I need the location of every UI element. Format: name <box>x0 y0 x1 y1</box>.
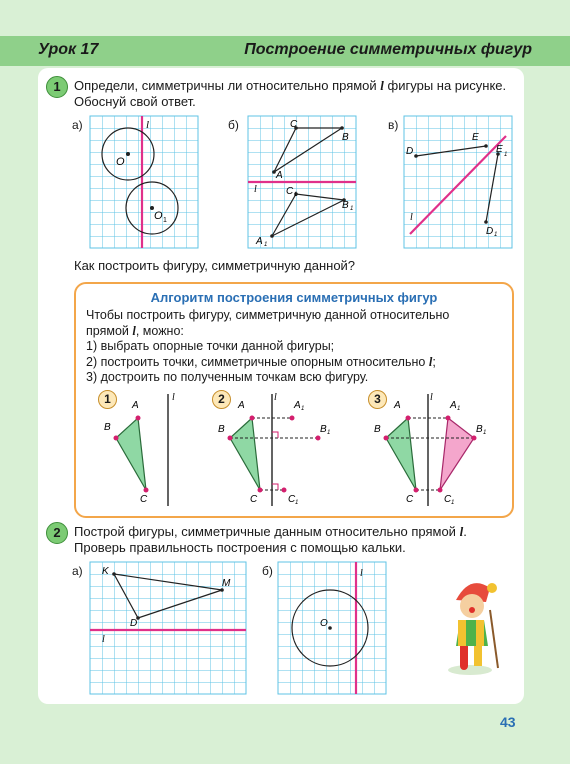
svg-text:A: A <box>450 400 457 411</box>
algorithm-step-1: 1) выбрать опорные точки данной фигуры; <box>86 339 335 353</box>
task-1-question: Как построить фигуру, симметричную данной? <box>74 258 356 273</box>
svg-text:B: B <box>342 132 349 143</box>
svg-text:1: 1 <box>451 500 455 506</box>
svg-text:C: C <box>406 494 414 505</box>
algorithm-step-3: 3) достроить по полученным точкам всю фигуру. <box>86 370 369 384</box>
svg-text:B: B <box>218 424 225 435</box>
algorithm-intro-a: Чтобы построить фигуру, симметричную данной относительно <box>86 308 450 322</box>
task-2-line1b: . <box>463 524 467 539</box>
lesson-header <box>0 36 570 66</box>
task-1-badge: 1 <box>46 76 68 98</box>
svg-text:1: 1 <box>295 500 299 506</box>
step-3-drawing <box>370 390 500 510</box>
svg-text:1: 1 <box>457 406 461 412</box>
svg-text:l: l <box>102 634 105 645</box>
algorithm-intro-symbol: l <box>132 323 136 338</box>
svg-text:O: O <box>320 618 328 629</box>
svg-text:1: 1 <box>494 232 498 238</box>
task-1-line1b: фигуры на рисунке. <box>383 78 507 93</box>
task-2-line2: Проверь правильность построения с помощью кальки. <box>74 540 406 555</box>
svg-text:O: O <box>116 156 125 168</box>
svg-text:C: C <box>288 494 296 505</box>
top-band <box>0 0 570 36</box>
step-1-drawing <box>100 390 190 510</box>
task2-fig-a-label: а) <box>72 564 83 578</box>
svg-text:B: B <box>342 200 349 211</box>
svg-text:A: A <box>294 400 301 411</box>
svg-text:A: A <box>132 400 139 411</box>
task2-fig-b-label: б) <box>262 564 273 578</box>
grid-fig-b <box>248 116 358 250</box>
svg-text:C: C <box>286 186 294 197</box>
svg-text:A: A <box>256 236 263 247</box>
svg-text:C: C <box>290 119 298 130</box>
svg-text:l: l <box>430 392 433 403</box>
fig-b-label: б) <box>228 118 239 132</box>
svg-text:l: l <box>360 568 363 579</box>
grid-task2-a <box>90 562 246 696</box>
task-2-line1a: Построй фигуры, симметричные данным относительно прямой <box>74 524 460 539</box>
svg-text:1: 1 <box>264 242 268 248</box>
svg-text:D: D <box>486 226 494 237</box>
svg-text:1: 1 <box>163 217 167 224</box>
svg-text:K: K <box>102 566 109 577</box>
grid-fig-a <box>90 116 200 250</box>
svg-text:B: B <box>320 424 327 435</box>
step-badge-3: 3 <box>368 390 387 409</box>
algorithm-text <box>86 308 506 386</box>
clown-illustration <box>440 570 510 680</box>
lesson-number: Урок 17 <box>38 41 99 58</box>
svg-text:1: 1 <box>327 430 331 436</box>
svg-text:O: O <box>154 210 163 222</box>
task-2-badge: 2 <box>46 522 68 544</box>
task-1-line2: Обоснуй свой ответ. <box>74 94 196 109</box>
svg-text:C: C <box>444 494 452 505</box>
svg-text:l: l <box>254 184 257 195</box>
page-number: 43 <box>500 714 516 730</box>
algorithm-title: Алгоритм построения симметричных фигур <box>150 290 438 305</box>
svg-text:l: l <box>146 119 150 131</box>
step-2-drawing <box>214 390 344 510</box>
svg-text:1: 1 <box>301 406 305 412</box>
algorithm-step-2-symbol: l <box>428 354 433 369</box>
svg-text:A: A <box>394 400 401 411</box>
svg-text:A: A <box>238 400 245 411</box>
algorithm-step-2a: 2) построить точки, симметричные опорным относительно <box>86 354 429 369</box>
svg-text:B: B <box>374 424 381 435</box>
svg-text:E: E <box>472 132 479 143</box>
svg-text:C: C <box>140 494 148 505</box>
task-1-line1a: Определи, симметричны ли относительно прямой <box>74 78 381 93</box>
step-badge-1: 1 <box>98 390 117 409</box>
task-2-line-symbol: l <box>459 524 464 539</box>
svg-text:1: 1 <box>350 206 354 212</box>
svg-text:B: B <box>476 424 483 435</box>
svg-text:B: B <box>104 422 111 433</box>
algorithm-intro-c: , можно: <box>135 323 184 338</box>
svg-text:M: M <box>222 578 231 589</box>
svg-text:A: A <box>276 170 283 181</box>
fig-c-label: в) <box>388 118 399 132</box>
algorithm-intro-b: прямой <box>86 323 133 338</box>
algorithm-step-2b: ; <box>432 354 436 369</box>
task-2-text <box>74 524 514 556</box>
svg-text:D: D <box>130 618 138 629</box>
svg-text:1: 1 <box>294 192 298 198</box>
svg-text:C: C <box>250 494 258 505</box>
task-1-text <box>74 78 514 110</box>
grid-fig-c <box>404 116 514 250</box>
svg-text:1: 1 <box>504 152 508 158</box>
fig-a-label: а) <box>72 118 83 132</box>
svg-text:l: l <box>172 392 175 403</box>
task-1-line-symbol: l <box>380 78 384 93</box>
svg-text:l: l <box>274 392 277 403</box>
grid-task2-b <box>278 562 388 696</box>
lesson-title: Построение симметричных фигур <box>244 41 532 58</box>
svg-text:D: D <box>406 146 414 157</box>
svg-text:1: 1 <box>483 430 487 436</box>
svg-text:l: l <box>410 212 413 223</box>
step-badge-2: 2 <box>212 390 231 409</box>
svg-text:E: E <box>496 144 503 155</box>
